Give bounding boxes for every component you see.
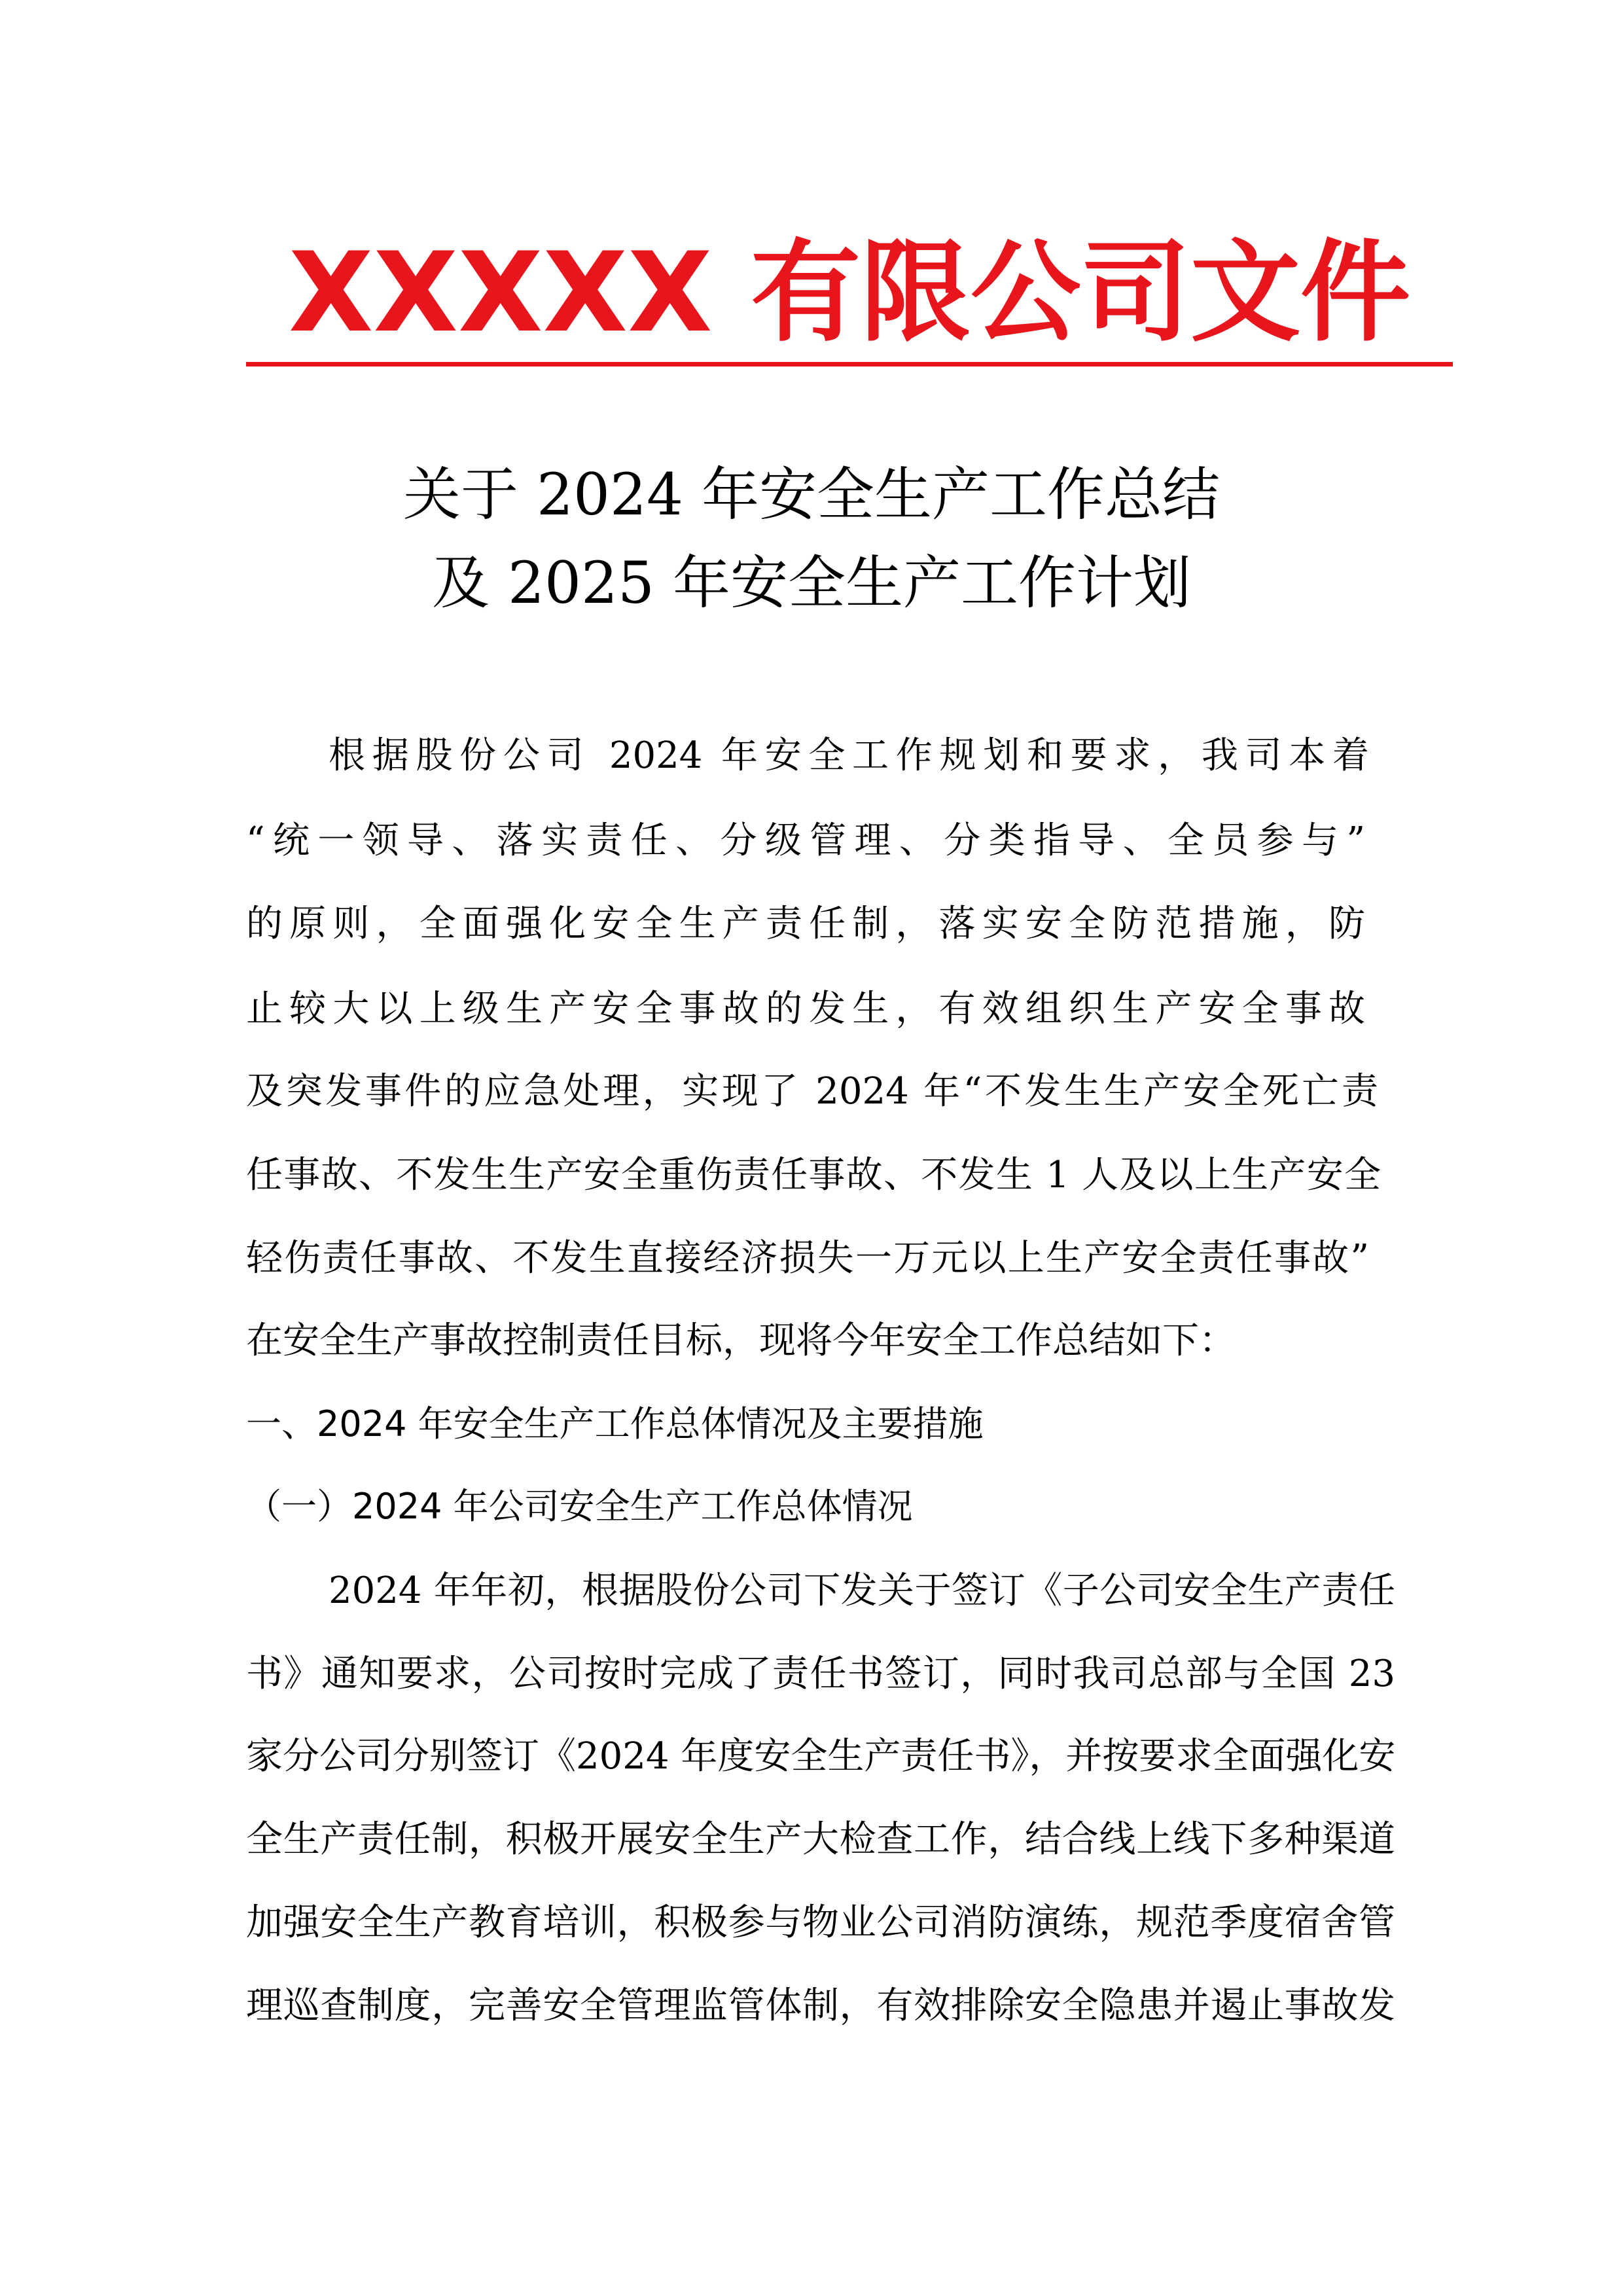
header-red-rule bbox=[246, 362, 1453, 367]
intro-text-line: 根据股份公司 2024 年安全工作规划和要求，我司本着 bbox=[329, 734, 1369, 777]
intro-text-line: 在安全生产事故控制责任目标，现将今年安全工作总结如下： bbox=[246, 1319, 1236, 1362]
body-text-line: 家分公司分别签订《2024 年度安全生产责任书》，并按要求全面强化安 bbox=[246, 1735, 1396, 1778]
body-text-line: 理巡查制度，完善安全管理监管体制，有效排除安全隐患并遏止事故发 bbox=[246, 1984, 1395, 2027]
document-title-line-1: 关于 2024 年安全生产工作总结 bbox=[403, 461, 1220, 528]
intro-text-line: 止较大以上级生产安全事故的发生，有效组织生产安全事故 bbox=[246, 988, 1365, 1030]
body-text-line: 全生产责任制，积极开展安全生产大检查工作，结合线上线下多种渠道 bbox=[246, 1818, 1395, 1861]
section-heading-1: 一、2024 年安全生产工作总体情况及主要措施 bbox=[246, 1403, 984, 1444]
body-text-line: 书》通知要求，公司按时完成了责任书签订，同时我司总部与全国 23 bbox=[246, 1653, 1395, 1695]
document-header-title: XXXXX 有限公司文件 bbox=[288, 228, 1411, 357]
intro-text-line: “统一领导、落实责任、分级管理、分类指导、全员参与” bbox=[246, 819, 1365, 862]
intro-text-line: 的原则，全面强化安全生产责任制，落实安全防范措施，防 bbox=[246, 903, 1365, 945]
intro-text-line: 轻伤责任事故、不发生直接经济损失一万元以上生产安全责任事故” bbox=[246, 1237, 1369, 1280]
subsection-heading-1: （一）2024 年公司安全生产工作总体情况 bbox=[246, 1486, 913, 1527]
intro-text-line: 及突发事件的应急处理，实现了 2024 年“不发生生产安全死亡责 bbox=[246, 1070, 1378, 1113]
body-text-line: 加强安全生产教育培训，积极参与物业公司消防演练，规范季度宿舍管 bbox=[246, 1901, 1395, 1944]
body-text-line: 2024 年年初，根据股份公司下发关于签订《子公司安全生产责任 bbox=[329, 1570, 1395, 1612]
document-title-line-2: 及 2025 年安全生产工作计划 bbox=[432, 549, 1191, 617]
intro-text-line: 任事故、不发生生产安全重伤责任事故、不发生 1 人及以上生产安全 bbox=[246, 1154, 1381, 1196]
